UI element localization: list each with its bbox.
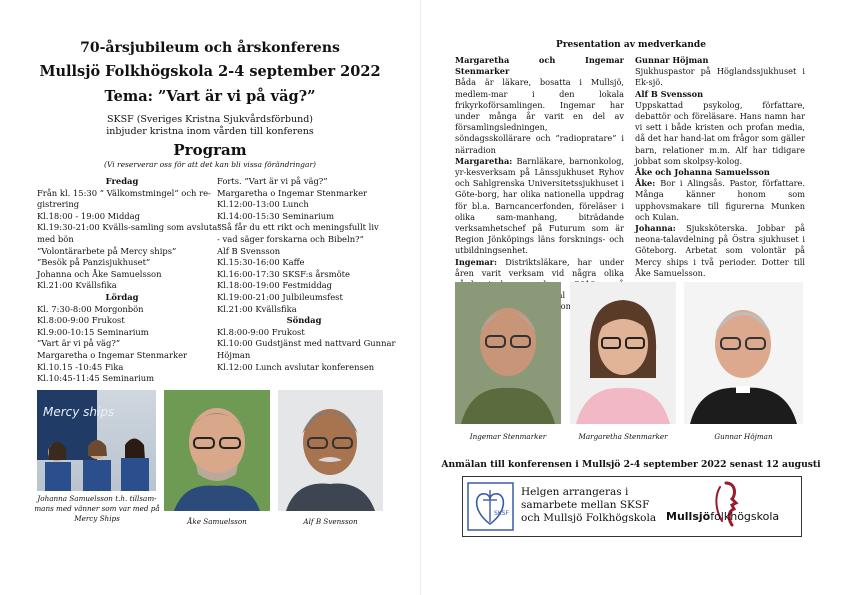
mullsjo-logo-text: Mullsjöfolkhögskola — [666, 510, 780, 523]
sksf-logo-icon — [467, 482, 514, 531]
program-line: Kl.18:00-19:00 Festmiddag — [217, 280, 333, 291]
collaboration-line-2: samarbete mellan SKSF — [521, 499, 650, 511]
program-line: Kl.8:00-9:00 Frukost — [217, 326, 305, 337]
program-day-heading: Söndag — [286, 315, 322, 326]
program-heading: Program — [173, 141, 247, 159]
bio-bold-lead: Ingemar: — [455, 256, 506, 267]
bio-text: Barnläkare, barnonkolog, yr-kesverksam på Länssjukhuset Ryhov och Sahlgrenska Universitetssjukhuset i Göte-borg, har olika nationella uppdrag för bl.a. Barncancerfonden, föreläser i olika sam-manhang, biträdande verksamhetschef på Futurum som är Region Jönköpings läns forsknings- och utbildningsenhet. — [455, 155, 624, 256]
program-line: Kl.8:00-9:00 Frukost — [37, 315, 125, 326]
photo-margaretha — [570, 282, 676, 424]
program-line: Kl.12:00-13:00 Lunch — [217, 199, 309, 210]
photo-ake-samuelsson — [164, 390, 270, 511]
program-line: Kl.10:45-11:45 Seminarium — [37, 373, 155, 384]
caption-mercy-ships — [33, 494, 161, 524]
portrait-ingemar — [455, 282, 561, 424]
program-day-heading: Fredag — [105, 176, 139, 186]
program-note: (Vi reserverar oss för att det kan bli vissa förändringar) — [104, 160, 316, 169]
mercy-ships-group-image — [37, 390, 156, 491]
program-line: Margaretha o Ingemar Stenmarker — [217, 187, 368, 198]
bio-text: Distriktsläkare, har under åren varit verksam vid några olika — [455, 256, 624, 278]
photo-ingemar — [455, 282, 561, 424]
left-page — [0, 0, 420, 595]
program-line: - vad säger forskarna och Bibeln?” — [217, 233, 364, 244]
collaboration-line-1: Helgen arrangeras i — [521, 486, 629, 498]
program-line: Johanna och Åke Samuelsson — [37, 268, 162, 279]
caption-gunnar: Gunnar Höjman — [714, 432, 773, 441]
bio-paragraph — [635, 89, 805, 100]
program-line: Margaretha o Ingemar Stenmarker — [37, 349, 188, 360]
bio-column-2 — [635, 55, 805, 279]
bio-text: Uppskattad psykolog, författare, debattör och föreläsare. Hans namn har vi sett i både kristen och profan media, då det har hand-lat om frågor som gäller barn, relationer m.m. Alf har tidigare jobbat som skolpsy-kolog. — [635, 99, 805, 166]
portrait-alf — [278, 390, 383, 511]
organizer-line: SKSF (Sveriges Kristna Sjukvårdsförbund) — [106, 114, 314, 125]
program-column-1 — [37, 176, 222, 385]
program-line: Från kl. 15:30 ” Välkomstmingel” och re- — [37, 187, 211, 198]
mercy-ships-sign: Mercy ships — [43, 405, 115, 419]
bio-text: Sjuksköterska. Jobbar på neona-talavdelning på Östra sjukhuset i Göteborg. Arbetat som volontär på Mercy ships i två perioder. Dotter till Åke Samuelsson. — [635, 223, 805, 278]
caption-margaretha: Margaretha Stenmarker — [578, 432, 668, 441]
bio-bold-lead: Alf B Svensson — [635, 88, 704, 99]
program-line: Kl.12:00 Lunch avslutar konferensen — [217, 361, 375, 372]
bio-bold-lead: Margaretha och Ingemar Stenmarker — [455, 55, 624, 77]
program-line: Höjman — [217, 349, 251, 360]
bio-column-1 — [455, 55, 624, 313]
mullsjo-logo — [666, 481, 796, 531]
bio-paragraph — [635, 55, 805, 66]
caption-ingemar: Ingemar Stenmarker — [469, 432, 547, 441]
caption-ake: Åke Samuelsson — [187, 517, 247, 526]
program-line: Kl.19:00-21:00 Julbileumsfest — [217, 291, 343, 302]
event-theme: Tema: ”Vart är vi på väg?” — [104, 88, 316, 105]
bio-bold-lead: Johanna: — [635, 223, 687, 234]
program-line: ”Volontärarbete på Mercy ships” — [37, 245, 177, 256]
program-line: Kl.9:00-10:15 Seminarium — [37, 326, 149, 337]
bio-paragraph — [635, 100, 805, 167]
caption-text: Johanna Samuelsson t.h. tillsam- mans med vänner som var med på Mercy Ships — [34, 494, 160, 523]
right-page — [421, 0, 841, 595]
bio-text: Båda är läkare, bosatta i Mullsjö, medlem-mar i den lokala frikyrkoförsamlingen. Ingemar har under många år varit en del av församlingsledningen, söndagsskollärare och ”radiopratare” i närradion — [455, 77, 624, 155]
photo-mercy-ships — [37, 390, 156, 491]
program-line: Kl.16:00-17:30 SKSF:s årsmöte — [217, 268, 350, 279]
event-title: 70-årsjubileum och årskonferens — [80, 40, 340, 56]
program-line: Kl.21:00 Kvällsfika — [217, 303, 297, 314]
bio-text: Bor i Alingsås. Pastor, författare. Många känner honom som upphovsmakare till figurerna Munken och Kulan. — [635, 178, 805, 222]
program-line: gistrering — [37, 199, 80, 210]
program-line: Kl.19:30-21:00 Kvälls-samling som avslutas — [37, 222, 222, 233]
program-line: ”Vart är vi på väg?” — [37, 338, 121, 349]
bio-paragraph — [635, 66, 805, 88]
program-line: Kl.15:30-16:00 Kaffe — [217, 257, 305, 268]
program-line: Kl.18:00 - 19:00 Middag — [37, 210, 141, 221]
caption-alf: Alf B Svensson — [303, 517, 358, 526]
collaboration-text — [521, 486, 656, 525]
bio-paragraph — [635, 178, 805, 223]
sksf-logo-text: SKSF — [494, 510, 510, 517]
bio-paragraph — [455, 156, 624, 257]
program-line: ”Besök på Panzisjukhuset” — [37, 257, 151, 268]
program-day-heading: Lördag — [105, 291, 139, 302]
bio-text: Sjukhuspastor på Höglandssjukhuset i Ek-sjö. — [635, 66, 805, 88]
bio-paragraph — [455, 77, 624, 155]
presentation-title: Presentation av medverkande — [556, 40, 706, 50]
event-place-date: Mullsjö Folkhögskola 2-4 september 2022 — [39, 63, 381, 80]
portrait-ake — [164, 390, 270, 511]
organizer-box — [462, 476, 802, 537]
program-line: Forts. ”Vart är vi på väg?” — [217, 176, 328, 186]
bio-paragraph — [635, 167, 805, 178]
portrait-gunnar — [684, 282, 803, 424]
bio-bold-lead: Åke: — [635, 178, 661, 189]
program-line: Alf B Svensson — [217, 245, 281, 256]
registration-deadline: Anmälan till konferensen i Mullsjö 2-4 september 2022 senast 12 augusti — [441, 459, 821, 470]
invitation-line: inbjuder kristna inom vården till konferens — [106, 126, 314, 137]
bio-bold-lead: Åke och Johanna Samuelsson — [635, 167, 770, 178]
program-line: med bön — [37, 233, 74, 244]
program-line: Kl.10.15 -10:45 Fika — [37, 361, 124, 372]
program-column-2 — [217, 176, 396, 373]
portrait-margaretha — [570, 282, 676, 424]
bio-bold-lead: Gunnar Höjman — [635, 55, 709, 65]
program-line: ”Så får du ett rikt och meningsfullt liv — [217, 222, 379, 233]
bio-paragraph — [635, 223, 805, 279]
sksf-logo — [467, 482, 514, 531]
bio-paragraph — [455, 55, 624, 77]
photo-gunnar — [684, 282, 803, 424]
program-line: Kl.21:00 Kvällsfika — [37, 280, 117, 291]
program-line: Kl.14:00-15:30 Seminarium — [217, 210, 335, 221]
program-line: Kl.10:00 Gudstjänst med nattvard Gunnar — [217, 338, 396, 349]
program-line: Kl. 7:30-8:00 Morgonbön — [37, 303, 144, 314]
photo-alf-svensson — [278, 390, 383, 511]
collaboration-line-3: och Mullsjö Folkhögskola — [521, 512, 657, 524]
bio-bold-lead: Margaretha: — [455, 155, 517, 166]
